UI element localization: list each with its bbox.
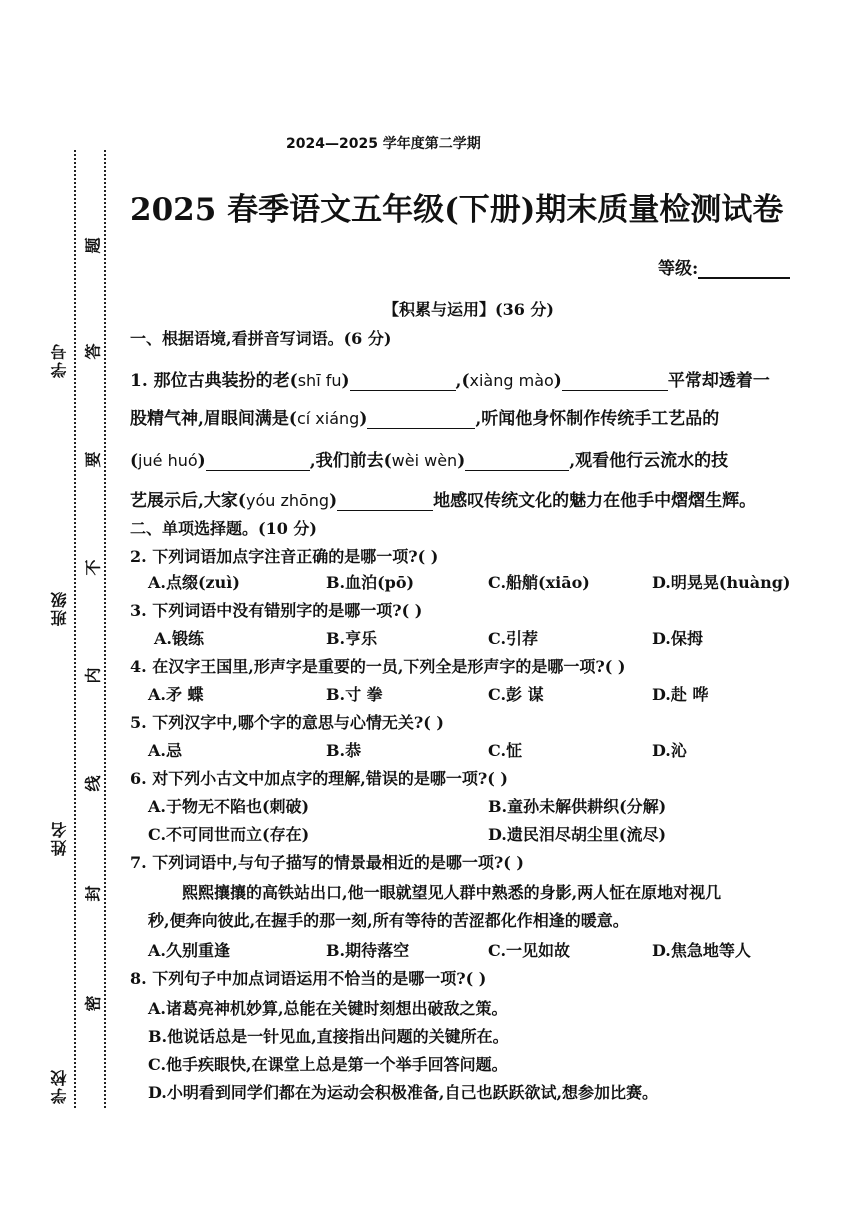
text: ): [553, 371, 562, 391]
text: 艺展示后,大家(: [130, 491, 246, 511]
q7-option-d[interactable]: D.焦急地等人: [652, 941, 751, 960]
q2-stem: 2. 下列词语加点字注音正确的是哪一项?( ): [130, 547, 439, 566]
q6-option-c[interactable]: C.不可同世而立(存在): [148, 825, 310, 844]
text: (: [130, 451, 139, 471]
text: ): [197, 451, 206, 471]
name-label: 姓名: [50, 820, 69, 856]
text: ): [329, 491, 338, 511]
margin-dotted-line-inner: [104, 150, 106, 1108]
answer-blank-3[interactable]: [367, 412, 475, 429]
q1-line1: [130, 366, 770, 391]
text: 平常却透着一: [667, 371, 770, 391]
q6-option-d[interactable]: D.遗民泪尽胡尘里(流尽): [488, 825, 667, 844]
q4-option-d[interactable]: D.赴 哗: [652, 685, 709, 704]
text: ): [341, 371, 350, 391]
seal-char-1: 题: [83, 237, 103, 254]
q7-option-a[interactable]: A.久别重逢: [148, 941, 230, 960]
q2-option-a[interactable]: A.点缀(zuì): [148, 573, 240, 592]
school-label: 学校: [50, 1068, 69, 1104]
pinyin-1: shī fu: [297, 371, 342, 390]
q3-stem: 3. 下列词语中没有错别字的是哪一项?( ): [130, 601, 423, 620]
q5-option-a[interactable]: A.忌: [148, 741, 182, 760]
pinyin-4: jué huó: [138, 451, 198, 470]
q8-option-b[interactable]: B.他说话总是一针见血,直接指出问题的关键所在。: [148, 1027, 509, 1046]
answer-blank-6[interactable]: [337, 494, 433, 511]
q1-line4: [130, 486, 756, 511]
q7-passage-line2: 秒,便奔向彼此,在握手的那一刻,所有等待的苦涩都化作相逢的暖意。: [148, 911, 629, 930]
seal-char-6: 线: [83, 775, 103, 792]
q3-option-c[interactable]: C.引荐: [488, 629, 539, 648]
seal-char-2: 答: [83, 343, 103, 360]
text: ): [457, 451, 466, 471]
q7-option-c[interactable]: C.一见如故: [488, 941, 571, 960]
q8-option-d[interactable]: D.小明看到同学们都在为运动会积极准备,自己也跃跃欲试,想参加比赛。: [148, 1083, 659, 1102]
seal-char-8: 密: [83, 995, 103, 1012]
q6-stem: 6. 对下列小古文中加点字的理解,错误的是哪一项?( ): [130, 769, 508, 788]
pinyin-2: xiàng mào: [469, 371, 554, 390]
text: 1. 那位古典装扮的老(: [130, 371, 298, 391]
q4-stem: 4. 在汉字王国里,形声字是重要的一员,下列全是形声字的是哪一项?( ): [130, 657, 626, 676]
school-year: 2024—2025 学年度第二学期: [286, 136, 481, 152]
section-title: 【积累与运用】(36 分): [383, 300, 554, 319]
part1-heading: 一、根据语境,看拼音写词语。(6 分): [130, 329, 392, 348]
text: 地感叹传统文化的魅力在他手中熠熠生辉。: [433, 491, 757, 511]
q5-option-c[interactable]: C.怔: [488, 741, 523, 760]
class-label: 班级: [50, 590, 69, 626]
seal-char-4: 不: [83, 559, 103, 576]
q1-line2: [130, 404, 719, 429]
answer-blank-1[interactable]: [350, 374, 456, 391]
q4-option-b[interactable]: B.寸 拳: [326, 685, 383, 704]
margin-dotted-line-outer: [74, 150, 76, 1108]
q5-stem: 5. 下列汉字中,哪个字的意思与心情无关?( ): [130, 713, 444, 732]
text: 股精气神,眉眼间满是(: [130, 409, 297, 429]
seal-char-5: 内: [83, 667, 103, 684]
q3-option-a[interactable]: A.锻练: [154, 629, 204, 648]
q6-option-b[interactable]: B.童孙未解供耕织(分解): [488, 797, 667, 816]
q5-option-d[interactable]: D.沁: [652, 741, 687, 760]
grade-field: [658, 254, 790, 279]
part2-heading: 二、单项选择题。(10 分): [130, 519, 317, 538]
q2-option-b[interactable]: B.血泊(pō): [326, 573, 415, 592]
q8-option-c[interactable]: C.他手疾眼快,在课堂上总是第一个举手回答问题。: [148, 1055, 508, 1074]
q7-option-b[interactable]: B.期待落空: [326, 941, 410, 960]
q1-line3: [130, 446, 728, 471]
text: ,(: [455, 371, 470, 391]
answer-blank-5[interactable]: [465, 454, 569, 471]
q6-option-a[interactable]: A.于物无不陷也(刺破): [148, 797, 310, 816]
page-title: 2025 春季语文五年级(下册)期末质量检测试卷: [130, 192, 784, 228]
text: ): [359, 409, 368, 429]
q5-option-b[interactable]: B.恭: [326, 741, 362, 760]
q2-option-d[interactable]: D.明晃晃(huàng): [652, 573, 791, 592]
q4-option-a[interactable]: A.矛 蝶: [148, 685, 204, 704]
q8-stem: 8. 下列句子中加点词语运用不恰当的是哪一项?( ): [130, 969, 487, 988]
text: ,观看他行云流水的技: [569, 451, 729, 471]
text: ,我们前去(: [309, 451, 392, 471]
seal-char-3: 要: [83, 451, 103, 468]
grade-label: 等级:: [658, 259, 699, 279]
q3-option-b[interactable]: B.亨乐: [326, 629, 378, 648]
q8-option-a[interactable]: A.诸葛亮神机妙算,总能在关键时刻想出破敌之策。: [148, 999, 508, 1018]
seal-char-7: 封: [83, 885, 103, 902]
text: ,听闻他身怀制作传统手工艺品的: [475, 409, 720, 429]
pinyin-6: yóu zhōng: [245, 491, 330, 510]
q2-option-c[interactable]: C.船艄(xiāo): [488, 573, 590, 592]
grade-blank[interactable]: [698, 261, 790, 279]
q3-option-d[interactable]: D.保拇: [652, 629, 703, 648]
pinyin-5: wèi wèn: [391, 451, 458, 470]
q7-passage-line1: 熙熙攘攘的高铁站出口,他一眼就望见人群中熟悉的身影,两人怔在原地对视几: [182, 883, 722, 902]
q7-stem: 7. 下列词语中,与句子描写的情景最相近的是哪一项?( ): [130, 853, 524, 872]
pinyin-3: cí xiáng: [296, 409, 360, 428]
answer-blank-4[interactable]: [206, 454, 310, 471]
answer-blank-2[interactable]: [562, 374, 668, 391]
student-id-label: 学号: [50, 342, 69, 378]
q4-option-c[interactable]: C.彭 谋: [488, 685, 544, 704]
